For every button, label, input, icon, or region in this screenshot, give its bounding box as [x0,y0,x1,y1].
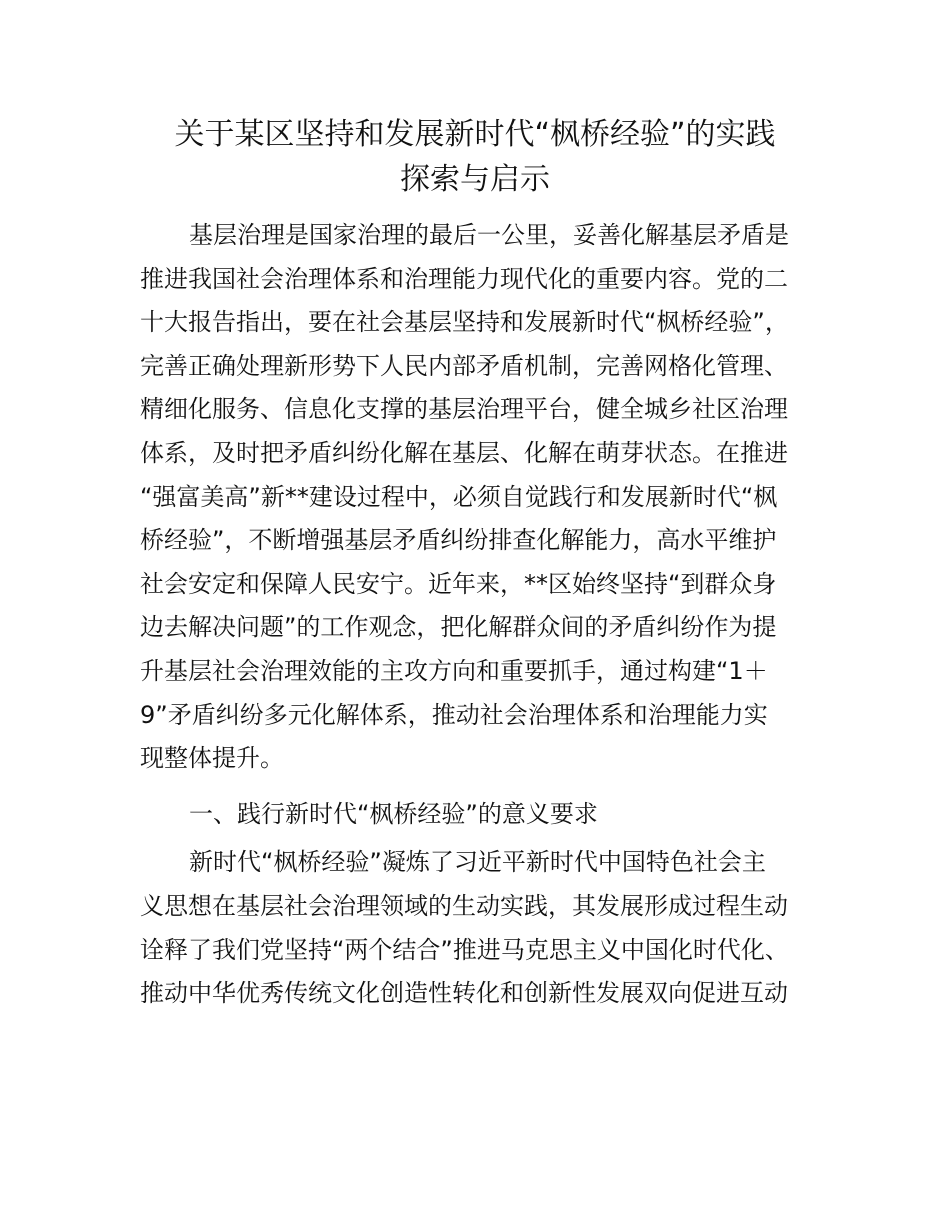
paragraph-line: 推动中华优秀传统文化创造性转化和创新性发展双向促进互动 [140,979,788,1008]
paragraph-line: 体系，及时把矛盾纠纷化解在基层、化解在萌芽状态。在推进 [140,438,788,467]
paragraph-line: 诠释了我们党坚持“两个结合”推进马克思主义中国化时代化、 [140,935,789,964]
paragraph-line: 基层治理是国家治理的最后一公里，妥善化解基层矛盾是 [189,221,789,249]
paragraph-line: 推进我国社会治理体系和治理能力现代化的重要内容。党的二 [140,264,788,293]
spacer [140,781,840,793]
paragraph-line: 现整体提升。 [140,744,284,773]
title-line-2: 探索与启示 [400,162,550,197]
paragraph-section-1 [140,841,840,1015]
paragraph-intro [140,214,840,781]
title-line-1: 关于某区坚持和发展新时代“枫桥经验”的实践 [174,117,776,152]
paragraph-line: 桥经验”，不断增强基层矛盾纠纷排查化解能力，高水平维护 [140,526,777,555]
paragraph-line: 新时代“枫桥经验”凝炼了习近平新时代中国特色社会主 [189,848,766,877]
paragraph-line: 升基层社会治理效能的主攻方向和重要抓手，通过构建“1＋ [140,656,768,685]
paragraph-line: 十大报告指出，要在社会基层坚持和发展新时代“枫桥经验”， [140,308,789,337]
paragraph-line: 边去解决问题”的工作观念，把化解群众间的矛盾纠纷作为提 [140,613,777,642]
paragraph-line: 义思想在基层社会治理领域的生动实践，其发展形成过程生动 [140,891,788,920]
document-title [140,112,810,202]
paragraph-line: 精细化服务、信息化支撑的基层治理平台，健全城乡社区治理 [140,395,788,424]
paragraph-line: 完善正确处理新形势下人民内部矛盾机制，完善网格化管理、 [140,351,788,380]
paragraph-line: “强富美高”新**建设过程中，必须自觉践行和发展新时代“枫 [140,482,778,511]
document-body [140,214,840,1016]
paragraph-line: 社会安定和保障人民安宁。近年来，**区始终坚持“到群众身 [140,569,777,598]
paragraph-line: 9”矛盾纠纷多元化解体系，推动社会治理体系和治理能力实 [140,700,768,729]
section-heading: 一、践行新时代“枫桥经验”的意义要求 [189,799,598,828]
